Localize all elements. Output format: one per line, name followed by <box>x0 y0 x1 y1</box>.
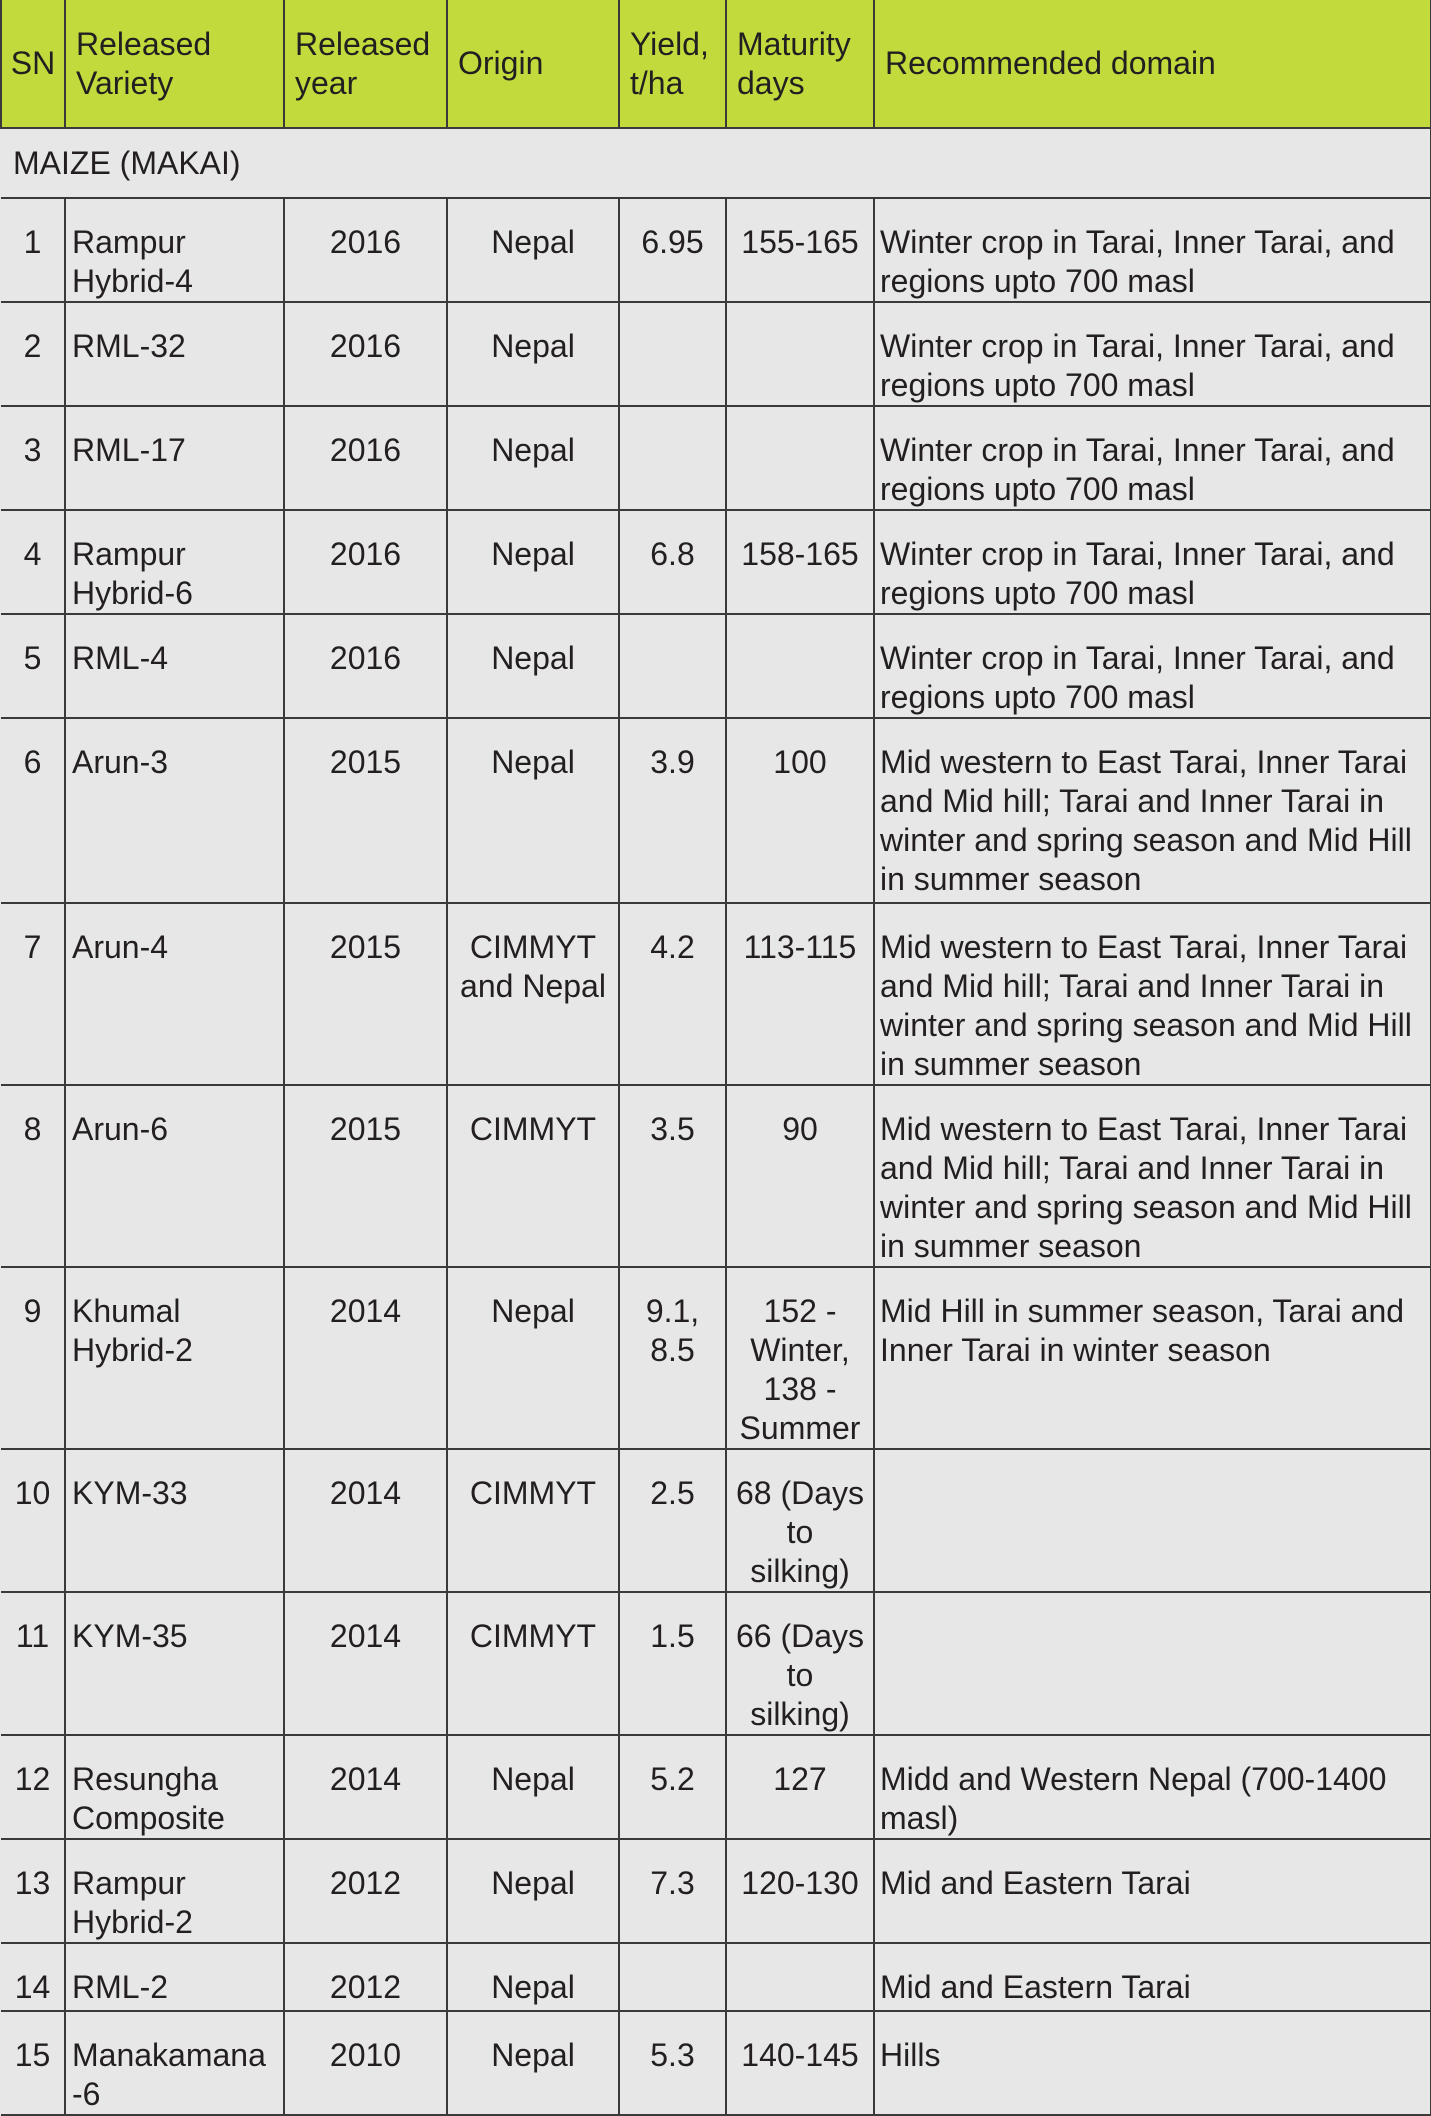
cell-origin: Nepal <box>447 1735 619 1839</box>
cell-year: 2016 <box>284 302 447 406</box>
cell-origin: Nepal <box>447 302 619 406</box>
cell-yield <box>619 302 726 406</box>
cell-variety: Resungha Composite <box>65 1735 284 1839</box>
cell-year: 2016 <box>284 614 447 718</box>
cell-maturity <box>726 1943 874 2011</box>
cell-maturity <box>726 406 874 510</box>
header-maturity: Maturity days <box>726 0 874 128</box>
cell-maturity: 152 - Winter, 138 - Summer <box>726 1267 874 1449</box>
cell-maturity: 68 (Days to silking) <box>726 1449 874 1592</box>
cell-maturity: 90 <box>726 1085 874 1267</box>
cell-yield: 9.1, 8.5 <box>619 1267 726 1449</box>
table-row <box>1 510 1431 614</box>
cell-variety: Rampur Hybrid-4 <box>65 198 284 302</box>
cell-origin: CIMMYT <box>447 1592 619 1735</box>
section-row <box>1 128 1431 198</box>
table-row <box>1 1943 1431 2011</box>
cell-maturity: 120-130 <box>726 1839 874 1943</box>
cell-variety: RML-17 <box>65 406 284 510</box>
cell-yield: 6.95 <box>619 198 726 302</box>
cell-year: 2014 <box>284 1267 447 1449</box>
cell-domain: Mid and Eastern Tarai <box>874 1839 1431 1943</box>
cell-origin: Nepal <box>447 614 619 718</box>
cell-domain: Mid western to East Tarai, Inner Tarai and Mid hill; Tarai and Inner Tarai in winter and spring season and Mid Hill in summer season <box>874 718 1431 903</box>
table-row <box>1 718 1431 903</box>
cell-variety: Arun-4 <box>65 903 284 1085</box>
cell-year: 2016 <box>284 510 447 614</box>
cell-year: 2014 <box>284 1735 447 1839</box>
cell-variety: Khumal Hybrid-2 <box>65 1267 284 1449</box>
cell-year: 2015 <box>284 1085 447 1267</box>
table-row <box>1 406 1431 510</box>
cell-yield: 4.2 <box>619 903 726 1085</box>
cell-origin: Nepal <box>447 1943 619 2011</box>
table-row <box>1 1839 1431 1943</box>
cell-domain <box>874 1449 1431 1592</box>
cell-maturity: 113-115 <box>726 903 874 1085</box>
cell-yield <box>619 406 726 510</box>
section-title: MAIZE (MAKAI) <box>1 128 1431 198</box>
cell-year: 2014 <box>284 1449 447 1592</box>
cell-variety: KYM-35 <box>65 1592 284 1735</box>
cell-variety: KYM-33 <box>65 1449 284 1592</box>
header-yield: Yield, t/ha <box>619 0 726 128</box>
cell-origin: Nepal <box>447 1267 619 1449</box>
table-row <box>1 1735 1431 1839</box>
cell-year: 2014 <box>284 1592 447 1735</box>
cell-domain: Winter crop in Tarai, Inner Tarai, and regions upto 700 masl <box>874 302 1431 406</box>
cell-sn: 9 <box>1 1267 65 1449</box>
cell-year: 2012 <box>284 1943 447 2011</box>
cell-domain <box>874 1592 1431 1735</box>
cell-yield: 1.5 <box>619 1592 726 1735</box>
cell-yield: 6.8 <box>619 510 726 614</box>
cell-sn: 15 <box>1 2011 65 2115</box>
cell-variety: RML-2 <box>65 1943 284 2011</box>
cell-variety: Arun-6 <box>65 1085 284 1267</box>
cell-sn: 3 <box>1 406 65 510</box>
cell-maturity: 140-145 <box>726 2011 874 2115</box>
cell-sn: 7 <box>1 903 65 1085</box>
cell-variety: Rampur Hybrid-6 <box>65 510 284 614</box>
table-row <box>1 1085 1431 1267</box>
cell-variety: Manakamana -6 <box>65 2011 284 2115</box>
cell-yield: 3.5 <box>619 1085 726 1267</box>
cell-domain: Midd and Western Nepal (700-1400 masl) <box>874 1735 1431 1839</box>
cell-origin: Nepal <box>447 718 619 903</box>
header-domain: Recommended domain <box>874 0 1431 128</box>
cell-sn: 2 <box>1 302 65 406</box>
cell-yield: 7.3 <box>619 1839 726 1943</box>
cell-maturity: 158-165 <box>726 510 874 614</box>
cell-year: 2010 <box>284 2011 447 2115</box>
cell-origin: Nepal <box>447 198 619 302</box>
cell-sn: 6 <box>1 718 65 903</box>
cell-variety: RML-32 <box>65 302 284 406</box>
cell-year: 2012 <box>284 1839 447 1943</box>
cell-sn: 11 <box>1 1592 65 1735</box>
table-row <box>1 903 1431 1085</box>
cell-domain: Winter crop in Tarai, Inner Tarai, and regions upto 700 masl <box>874 406 1431 510</box>
header-sn: SN <box>1 0 65 128</box>
cell-variety: Rampur Hybrid-2 <box>65 1839 284 1943</box>
cell-year: 2015 <box>284 718 447 903</box>
cell-yield: 5.3 <box>619 2011 726 2115</box>
cell-sn: 1 <box>1 198 65 302</box>
cell-sn: 8 <box>1 1085 65 1267</box>
cell-origin: Nepal <box>447 406 619 510</box>
cell-yield: 2.5 <box>619 1449 726 1592</box>
cell-variety: RML-4 <box>65 614 284 718</box>
cell-maturity: 66 (Days to silking) <box>726 1592 874 1735</box>
cell-origin: CIMMYT and Nepal <box>447 903 619 1085</box>
cell-sn: 14 <box>1 1943 65 2011</box>
table-row <box>1 614 1431 718</box>
cell-yield: 3.9 <box>619 718 726 903</box>
cell-domain: Winter crop in Tarai, Inner Tarai, and regions upto 700 masl <box>874 510 1431 614</box>
cell-sn: 10 <box>1 1449 65 1592</box>
cell-year: 2016 <box>284 406 447 510</box>
header-year: Released year <box>284 0 447 128</box>
cell-domain: Mid western to East Tarai, Inner Tarai and Mid hill; Tarai and Inner Tarai in winter and spring season and Mid Hill in summer season <box>874 1085 1431 1267</box>
cell-yield <box>619 1943 726 2011</box>
cell-origin: CIMMYT <box>447 1449 619 1592</box>
cell-year: 2015 <box>284 903 447 1085</box>
cell-yield: 5.2 <box>619 1735 726 1839</box>
table-row <box>1 2011 1431 2115</box>
table-header-row <box>1 0 1431 128</box>
cell-variety: Arun-3 <box>65 718 284 903</box>
cell-maturity <box>726 614 874 718</box>
header-variety: Released Variety <box>65 0 284 128</box>
cell-origin: Nepal <box>447 2011 619 2115</box>
cell-maturity: 100 <box>726 718 874 903</box>
cell-domain: Winter crop in Tarai, Inner Tarai, and regions upto 700 masl <box>874 614 1431 718</box>
cell-domain: Hills <box>874 2011 1431 2115</box>
cell-origin: Nepal <box>447 1839 619 1943</box>
cell-domain: Mid and Eastern Tarai <box>874 1943 1431 2011</box>
cell-sn: 12 <box>1 1735 65 1839</box>
cell-sn: 5 <box>1 614 65 718</box>
cell-origin: CIMMYT <box>447 1085 619 1267</box>
table-row <box>1 302 1431 406</box>
cell-domain: Winter crop in Tarai, Inner Tarai, and regions upto 700 masl <box>874 198 1431 302</box>
cell-domain: Mid western to East Tarai, Inner Tarai and Mid hill; Tarai and Inner Tarai in winter and spring season and Mid Hill in summer season <box>874 903 1431 1085</box>
cell-maturity <box>726 302 874 406</box>
cell-maturity: 127 <box>726 1735 874 1839</box>
cell-sn: 13 <box>1 1839 65 1943</box>
cell-sn: 4 <box>1 510 65 614</box>
header-origin: Origin <box>447 0 619 128</box>
cell-year: 2016 <box>284 198 447 302</box>
table-row <box>1 1267 1431 1449</box>
table-row <box>1 198 1431 302</box>
table-row <box>1 1449 1431 1592</box>
cell-yield <box>619 614 726 718</box>
cell-maturity: 155-165 <box>726 198 874 302</box>
cell-domain: Mid Hill in summer season, Tarai and Inner Tarai in winter season <box>874 1267 1431 1449</box>
cell-origin: Nepal <box>447 510 619 614</box>
table-row <box>1 1592 1431 1735</box>
